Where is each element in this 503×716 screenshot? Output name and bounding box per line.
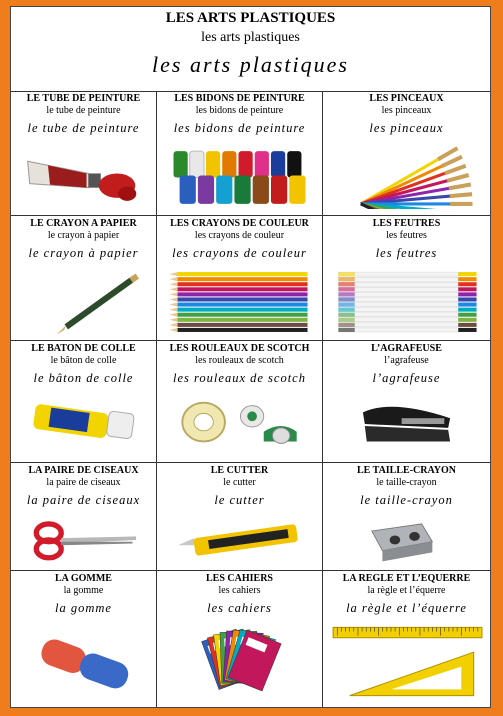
card-lower-label: le crayon à papier xyxy=(47,230,120,241)
brushes-icon xyxy=(329,143,484,209)
card-felt-pens xyxy=(323,216,490,341)
card-paint-bottles xyxy=(157,91,323,216)
card-eraser xyxy=(11,571,157,707)
card-caps-label: LE BATON DE COLLE xyxy=(31,343,136,354)
card-notebooks xyxy=(157,571,323,707)
card-tape-rolls xyxy=(157,341,323,463)
notebooks-icon xyxy=(163,623,316,701)
card-cursive-label: les feutres xyxy=(375,246,438,260)
title-capitals: LES ARTS PLASTIQUES xyxy=(165,10,336,26)
colored-pencils-icon xyxy=(163,268,316,334)
card-caps-label: LE TUBE DE PEINTURE xyxy=(26,93,141,104)
sharpener-icon xyxy=(329,515,484,564)
card-cursive-label: le bâton de colle xyxy=(33,371,134,385)
card-lower-label: les rouleaux de scotch xyxy=(195,355,284,366)
card-caps-label: LE CUTTER xyxy=(210,465,269,476)
card-cursive-label: les pinceaux xyxy=(369,121,444,135)
paint-tube-icon xyxy=(17,143,150,209)
card-cursive-label: les rouleaux de scotch xyxy=(173,371,306,385)
card-caps-label: LA GOMME xyxy=(55,573,112,584)
card-cursive-label: le crayon à papier xyxy=(28,246,139,260)
card-caps-label: LES CAHIERS xyxy=(206,573,273,584)
card-cursive-label: les crayons de couleur xyxy=(172,246,307,260)
pencil-icon xyxy=(17,268,150,334)
eraser-icon xyxy=(17,623,150,701)
card-lower-label: les pinceaux xyxy=(381,105,432,116)
card-cursive-label: le cutter xyxy=(214,493,265,507)
vocabulary-sheet xyxy=(10,6,491,708)
card-caps-label: LE TAILLE-CRAYON xyxy=(356,465,456,476)
card-lower-label: les crayons de couleur xyxy=(194,230,285,241)
card-lower-label: la gomme xyxy=(63,585,104,596)
scissors-icon xyxy=(17,515,150,564)
card-glue-stick xyxy=(11,341,157,463)
vocabulary-grid xyxy=(11,91,490,707)
card-lower-label: les feutres xyxy=(386,230,427,241)
card-caps-label: LES BIDONS DE PEINTURE xyxy=(174,93,305,104)
title-lowercase: les arts plastiques xyxy=(201,30,300,45)
card-caps-label: LA REGLE ET L’EQUERRE xyxy=(342,573,471,584)
card-brushes xyxy=(323,91,490,216)
card-lower-label: la règle et l’équerre xyxy=(367,585,446,596)
card-lower-label: le cutter xyxy=(223,477,256,488)
title-cursive: les arts plastiques xyxy=(152,52,349,77)
card-caps-label: L’AGRAFEUSE xyxy=(371,343,442,354)
card-caps-label: LES PINCEAUX xyxy=(369,93,444,104)
card-lower-label: la paire de ciseaux xyxy=(46,477,121,488)
card-pencil xyxy=(11,216,157,341)
card-scissors xyxy=(11,463,157,571)
card-caps-label: LES CRAYONS DE COULEUR xyxy=(170,218,309,229)
card-cursive-label: le taille-crayon xyxy=(360,493,453,507)
card-lower-label: les cahiers xyxy=(218,585,261,596)
card-cursive-label: la paire de ciseaux xyxy=(26,493,141,507)
card-caps-label: LE CRAYON A PAPIER xyxy=(30,218,137,229)
stapler-icon xyxy=(329,393,484,456)
card-lower-label: les bidons de peinture xyxy=(195,105,284,116)
card-ruler-set-square xyxy=(323,571,490,707)
card-cursive-label: la règle et l’équerre xyxy=(346,601,467,615)
card-paint-tube xyxy=(11,91,157,216)
card-colored-pencils xyxy=(157,216,323,341)
ruler-set-square-icon xyxy=(329,623,484,701)
card-cutter xyxy=(157,463,323,571)
card-cursive-label: le tube de peinture xyxy=(27,121,140,135)
card-lower-label: le tube de peinture xyxy=(46,105,121,116)
card-sharpener xyxy=(323,463,490,571)
card-cursive-label: les bidons de peinture xyxy=(173,121,306,135)
card-cursive-label: la gomme xyxy=(55,601,112,615)
card-lower-label: l’agrafeuse xyxy=(384,355,429,366)
felt-pens-icon xyxy=(329,268,484,334)
card-caps-label: LES FEUTRES xyxy=(372,218,441,229)
glue-stick-icon xyxy=(17,393,150,456)
card-caps-label: LES ROULEAUX DE SCOTCH xyxy=(169,343,310,354)
card-cursive-label: les cahiers xyxy=(207,601,272,615)
card-lower-label: le bâton de colle xyxy=(50,355,117,366)
tape-rolls-icon xyxy=(163,393,316,456)
sheet-header xyxy=(11,7,490,92)
card-caps-label: LA PAIRE DE CISEAUX xyxy=(28,465,139,476)
paint-bottles-icon xyxy=(163,143,316,209)
card-stapler xyxy=(323,341,490,463)
card-lower-label: le taille-crayon xyxy=(376,477,437,488)
cutter-icon xyxy=(163,515,316,564)
card-cursive-label: l’agrafeuse xyxy=(372,371,441,385)
